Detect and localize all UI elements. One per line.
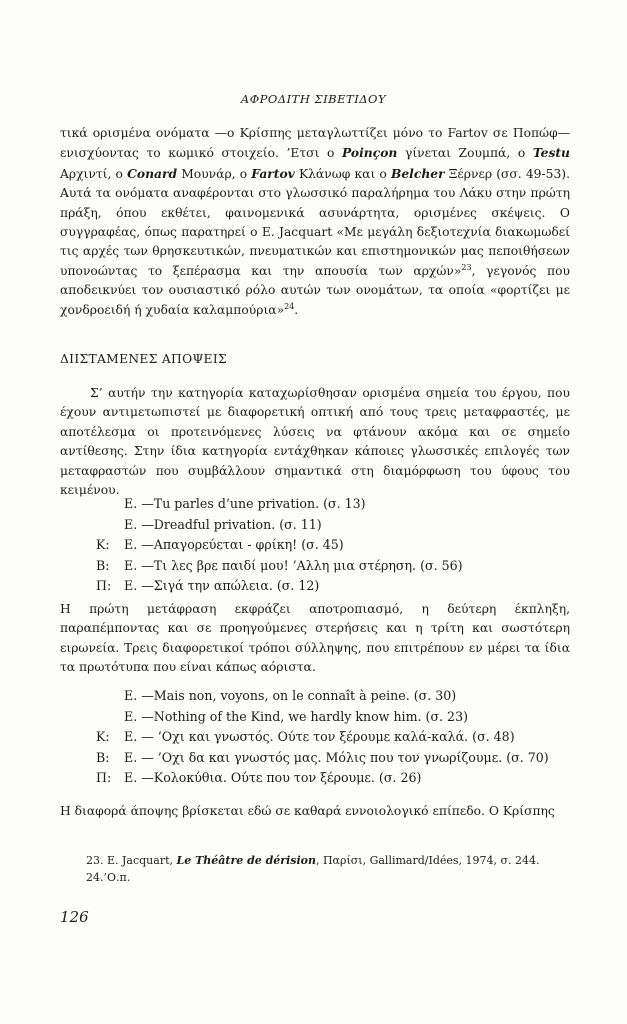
example-text: E. —Tu parles d’une privation. (σ. 13)	[124, 496, 366, 511]
example-text: E. —Σιγά την απώλεια. (σ. 12)	[124, 578, 320, 593]
example-line	[96, 727, 549, 748]
section-heading: ΔΙΙΣΤΑΜΕΝΕΣ ΑΠΟΨΕΙΣ	[60, 352, 227, 366]
page-number: 126	[60, 908, 89, 926]
text-run: γίνεται Ζουμπά, ο	[397, 146, 533, 161]
example-line	[96, 556, 463, 577]
example-text: E. — ’Οχι δα και γνωστός μας. Μόλις που τον γνωρίζουμε. (σ. 70)	[124, 749, 549, 765]
translator-tag: B:	[96, 557, 110, 573]
footnote-book-title: Le Théâtre de dérision	[176, 854, 316, 867]
example-line	[96, 768, 549, 789]
name-fartov: Fartov	[251, 165, 295, 181]
example-line	[96, 707, 549, 728]
example-text: E. —Dreadful privation. (σ. 11)	[124, 516, 322, 532]
name-poincon: Poinçon	[342, 145, 398, 161]
running-head: ΑΦΡΟΔΙΤΗ ΣΙΒΕΤΙΔΟΥ	[240, 92, 387, 106]
paragraph-category: Σ’ αυτήν την κατηγορία καταχωρίσθησαν ορισμένα σημεία του έργου, που έχουν αντιμετωπιστεί με διαφορετική οπτική από τους τρεις μεταφραστές, με αποτέλεσμα οι προτεινόμενες λύσεις να φτάνουν ακόμα και σε σημείο αντίθεσης. Στην ίδια κατηγορία εντάχθηκαν κάποιες γλωσσικές επιλογές των μεταφραστών που συμβάλλουν σημαντικά στη διαμόρφωση του ύφους του κειμένου.	[60, 386, 570, 498]
name-testu: Testu	[532, 145, 570, 161]
text-run: τικά ορισμένα ονόματα —ο Κρίσπης μεταγλωττίζει μόνο το Fartov σε Ποπώφ—ενισχύοντας το κωμικό στοιχείο. ’Ετσι ο	[60, 126, 570, 161]
example-text: E. —Nothing of the Kind, we hardly know him. (σ. 23)	[124, 708, 468, 724]
example-text: E. —Τι λες βρε παιδί μου! ’Αλλη μια στέρηση. (σ. 56)	[124, 557, 463, 573]
example-line	[96, 576, 463, 597]
footnotes	[86, 852, 540, 886]
text-run: Ξέρνερ (σσ. 49-53). Αυτά τα ονόματα αναφέρονται στο γλωσσικό παραλήρημα του Λάκυ στην πρώτη πράξη, όπου εκθέτει, φαινομενικά ασυνάρτητα, ορισμένες σκέψεις. Ο συγγραφέας, όπως παρατηρεί ο E. Jacquart «Με μεγάλη δεξιοτεχνία διακωμωδεί τις αρχές των θρησκευτικών, πνευματικών και επιστημονικών μας πεποιθήσεων υπονοώντας το ξεπέρασμα και την απουσία των αρχών»	[60, 166, 570, 278]
translator-tag: K:	[96, 729, 110, 744]
example-text: E. —Mais non, voyons, on le connaît à peine. (σ. 30)	[124, 688, 457, 703]
example-text: E. — ’Οχι και γνωστός. Ούτε τον ξέρουμε καλά-καλά. (σ. 48)	[124, 729, 515, 744]
footnote-24: 24.’Ο.π.	[86, 871, 131, 884]
translator-tag: B:	[96, 749, 110, 765]
footnote-text: , Παρίσι, Gallimard/Idées, 1974, σ. 244.	[315, 854, 540, 867]
footnote-ref-23: 23	[461, 262, 472, 272]
example-text: E. —Απαγορεύεται - φρίκη! (σ. 45)	[124, 537, 344, 552]
example-line	[96, 494, 463, 515]
translator-tag: Π:	[96, 770, 112, 785]
text-run: , γεγονός που αποδεικνύει τον ουσιαστικό ρόλο αυτών των ονομάτων, τα οποία «φορτίζει με χονδροειδή ή χυδαία καλαμπούρια»	[60, 263, 571, 317]
name-conard: Conard	[127, 165, 178, 181]
translator-tag: K:	[96, 537, 110, 552]
name-belcher: Belcher	[390, 165, 445, 181]
paragraph-intro	[60, 124, 570, 320]
footnote-23	[86, 852, 540, 869]
paragraph-analysis: Η πρώτη μετάφραση εκφράζει αποτροπιασμό, η δεύτερη έκπληξη, παραπέμποντας και σε προηγούμενες στερήσεις και η τρίτη και σωστότερη ειρωνεία. Τρεις διαφορετικοί τρόποι σύλληψης, που επιτρέπουν εν μέρει τα ίδια τα πρωτότυπα που είναι κάπως αόριστα.	[60, 602, 570, 675]
example-text: E. —Κολοκύθια. Ούτε που τον ξέρουμε. (σ. 26)	[124, 770, 422, 785]
example-line	[96, 686, 549, 707]
examples-block-1	[96, 494, 463, 597]
paragraph-conclusion: Η διαφορά άποψης βρίσκεται εδώ σε καθαρά εννοιολογικό επίπεδο. Ο Κρίσπης	[60, 804, 555, 818]
text-run: .	[294, 302, 299, 317]
footnote-ref-24: 24	[284, 301, 295, 311]
examples-block-2	[96, 686, 549, 789]
text-run: Μουνάρ, ο	[177, 166, 252, 181]
footnote-text: 23. E. Jacquart,	[86, 854, 177, 867]
example-line	[96, 515, 463, 536]
text-run: Αρχιντί, ο	[60, 166, 128, 181]
example-line	[96, 535, 463, 556]
translator-tag: Π:	[96, 578, 112, 593]
example-line	[96, 748, 549, 769]
text-run: Κλάνωφ και ο	[294, 166, 391, 181]
